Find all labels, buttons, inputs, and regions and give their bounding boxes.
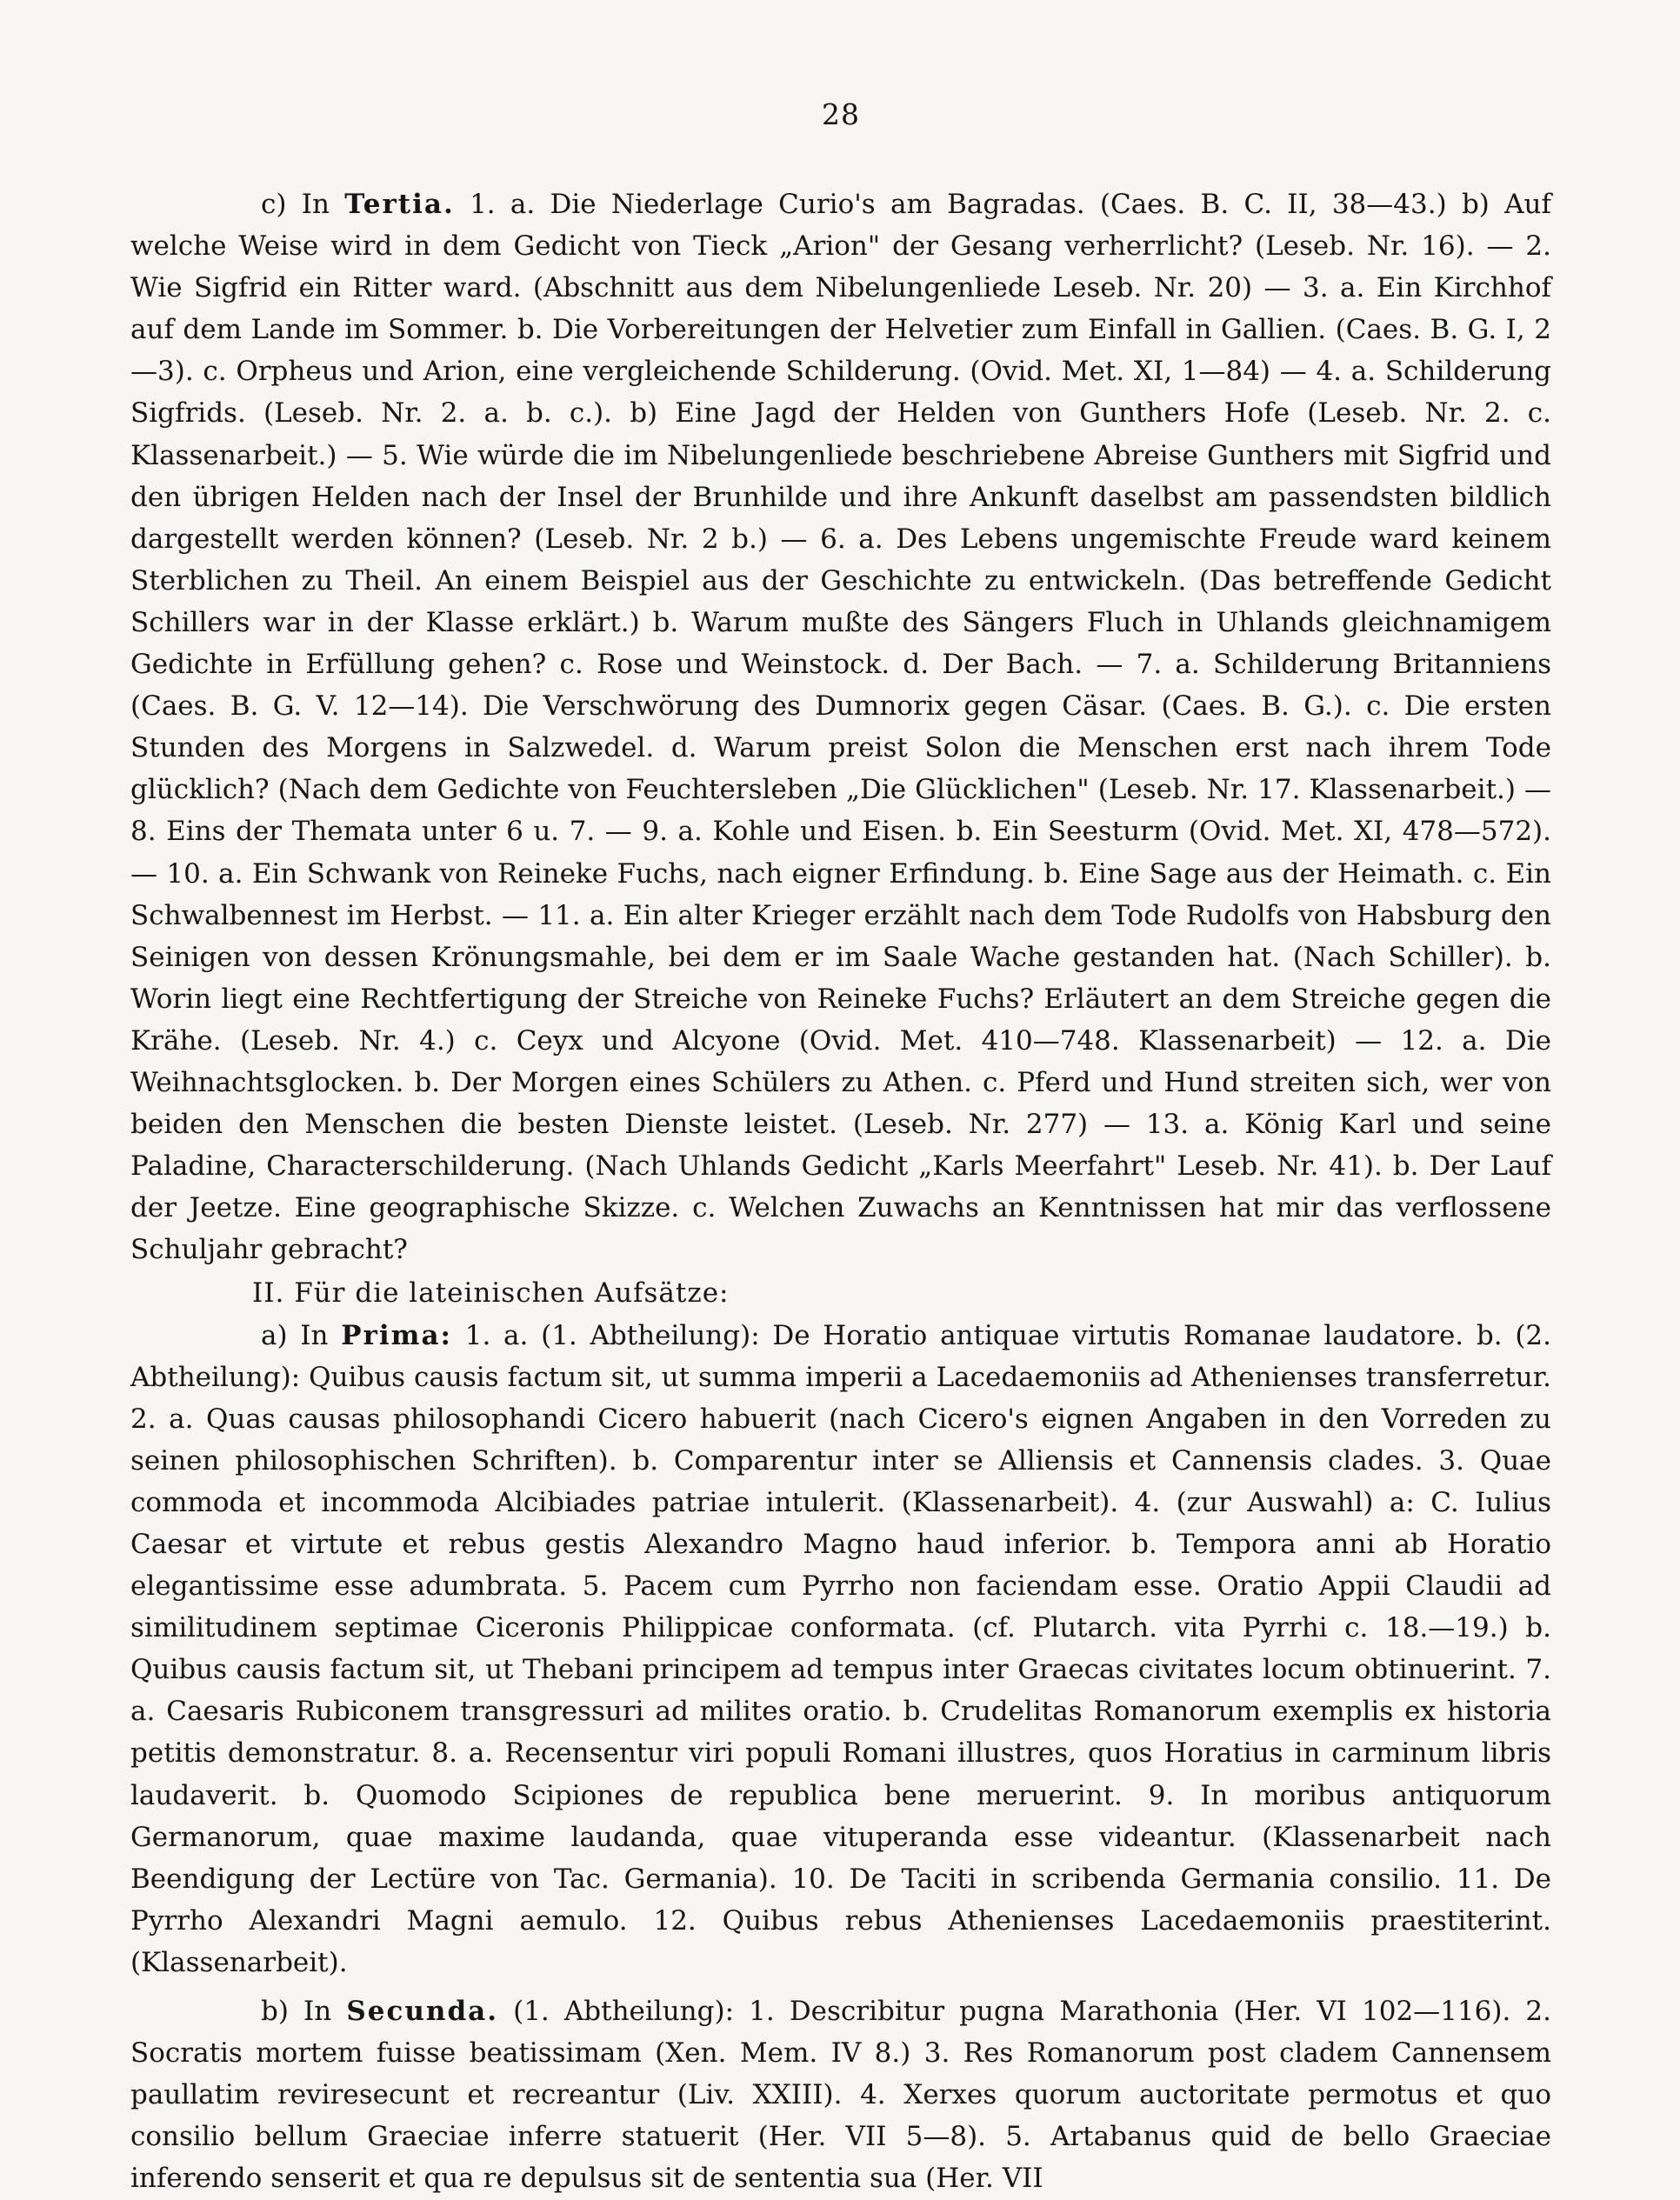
secunda-text: (1. Abtheilung): 1. Describitur pugna Marathonia (Her. VI 102—116). 2. Socratis mortem fuisse beatissimam (Xen. Mem. IV 8.) 3. Res Romanorum post cladem Cannensem paullatim reviresecunt et recreantur (Liv. XXIII). 4. Xerxes quorum auctoritate permotus et quo consilio bellum Graeciae inferre statuerit (Her. VII 5—8). 5. Artabanus quid de bello Graeciae inferendo senserit et qua re depulsus sit de sententia sua (Her. VII (130, 1996, 1551, 2195)
secunda-form-name: Secunda. (346, 1996, 498, 2028)
secunda-paragraph (130, 1990, 1551, 2199)
tertia-text: 1. a. Die Niederlage Curio's am Bagradas. (Caes. B. C. II, 38—43.) b) Auf welche Weise wird in dem Gedicht von Tieck „Arion" der Gesang verherrlicht? (Leseb. Nr. 16). — 2. Wie Sigfrid ein Ritter ward. (Abschnitt aus dem Nibelungenliede Leseb. Nr. 20) — 3. a. Ein Kirchhof auf dem Lande im Sommer. b. Die Vorbereitungen der Helvetier zum Einfall in Gallien. (Caes. B. G. I, 2—3). c. Orpheus und Arion, eine vergleichende Schilderung. (Ovid. Met. XI, 1—84) — 4. a. Schilderung Sigfrids. (Leseb. Nr. 2. a. b. c.). b) Eine Jagd der Helden von Gunthers Hofe (Leseb. Nr. 2. c. Klassenarbeit.) — 5. Wie würde die im Nibelungenliede beschriebene Abreise Gunthers mit Sigfrid und den übrigen Helden nach der Insel der Brunhilde und ihre Ankunft daselbst am passendsten bildlich dargestellt werden können? (Leseb. Nr. 2 b.) — 6. a. Des Lebens ungemischte Freude ward keinem Sterblichen zu Theil. An einem Beispiel aus der Geschichte zu entwickeln. (Das betreffende Gedicht Schillers war in der Klasse erklärt.) b. Warum mußte des Sängers Fluch in Uhlands gleichnamigem Gedichte in Erfüllung gehen? c. Rose und Weinstock. d. Der Bach. — 7. a. Schilderung Britanniens (Caes. B. G. V. 12—14). Die Verschwörung des Dumnorix gegen Cäsar. (Caes. B. G.). c. Die ersten Stunden des Morgens in Salzwedel. d. Warum preist Solon die Menschen erst nach ihrem Tode glücklich? (Nach dem Gedichte von Feuchtersleben „Die Glücklichen" (Leseb. Nr. 17. Klassenarbeit.) — 8. Eins der Themata unter 6 u. 7. — 9. a. Kohle und Eisen. b. Ein Seesturm (Ovid. Met. XI, 478—572). — 10. a. Ein Schwank von Reineke Fuchs, nach eigner Erfindung. b. Eine Sage aus der Heimath. c. Ein Schwalbennest im Herbst. — 11. a. Ein alter Krieger erzählt nach dem Tode Rudolfs von Habsburg den Seinigen von dessen Krönungsmahle, bei dem er im Saale Wache gestanden hat. (Nach Schiller). b. Worin liegt eine Rechtfertigung der Streiche von Reineke Fuchs? Erläutert an dem Streiche gegen die Krähe. (Leseb. Nr. 4.) c. Ceyx und Alcyone (Ovid. Met. 410—748. Klassenarbeit) — 12. a. Die Weihnachtsglocken. b. Der Morgen eines Schülers zu Athen. c. Pferd und Hund streiten sich, wer von beiden den Menschen die besten Dienste leistet. (Leseb. Nr. 277) — 13. a. König Karl und seine Paladine, Characterschilderung. (Nach Uhlands Gedicht „Karls Meerfahrt" Leseb. Nr. 41). b. Der Lauf der Jeetze. Eine geographische Skizze. c. Welchen Zuwachs an Kenntnissen hat mir das verflossene Schuljahr gebracht? (130, 189, 1551, 1266)
tertia-lead: c) In (261, 189, 330, 220)
tertia-form-name: Tertia. (344, 189, 455, 220)
tertia-paragraph (130, 183, 1551, 1270)
page-number: 28 (822, 97, 860, 131)
prima-form-name: Prima: (341, 1319, 453, 1351)
secunda-lead: b) In (261, 1996, 332, 2028)
prima-paragraph (130, 1315, 1551, 1984)
section-heading-latin: II. Für die lateinischen Aufsätze: (252, 1277, 730, 1310)
prima-text: 1. a. (1. Abtheilung): De Horatio antiquae virtutis Romanae laudatore. b. (2. Abtheilung): Quibus causis factum sit, ut summa imperii a Lacedaemoniis ad Athenienses transferretur. 2. a. Quas causas philosophandi Cicero habuerit (nach Cicero's eignen Angaben in den Vorreden zu seinen philosophischen Schriften). b. Comparentur inter se Alliensis et Cannensis clades. 3. Quae commoda et incommoda Alcibiades patriae intulerit. (Klassenarbeit). 4. (zur Auswahl) a: C. Iulius Caesar et virtute et rebus gestis Alexandro Magno haud inferior. b. Tempora anni ab Horatio elegantissime esse adumbrata. 5. Pacem cum Pyrrho non faciendam esse. Oratio Appii Claudii ad similitudinem septimae Ciceronis Philippicae conformata. (cf. Plutarch. vita Pyrrhi c. 18.—19.) b. Quibus causis factum sit, ut Thebani principem ad tempus inter Graecas civitates locum obtinuerint. 7. a. Caesaris Rubiconem transgressuri ad milites oratio. b. Crudelitas Romanorum exemplis ex historia petitis demonstratur. 8. a. Recensentur viri populi Romani illustres, quos Horatius in carminum libris laudaverit. b. Quomodo Scipiones de republica bene meruerint. 9. In moribus antiquorum Germanorum, quae maxime laudanda, quae vituperanda esse videantur. (Klassenarbeit nach Beendigung der Lectüre von Tac. Germania). 10. De Taciti in scribenda Germania consilio. 11. De Pyrrho Alexandri Magni aemulo. 12. Quibus rebus Athenienses Lacedaemoniis praestiterint. (Klassenarbeit). (130, 1319, 1551, 1978)
prima-lead: a) In (261, 1319, 329, 1351)
